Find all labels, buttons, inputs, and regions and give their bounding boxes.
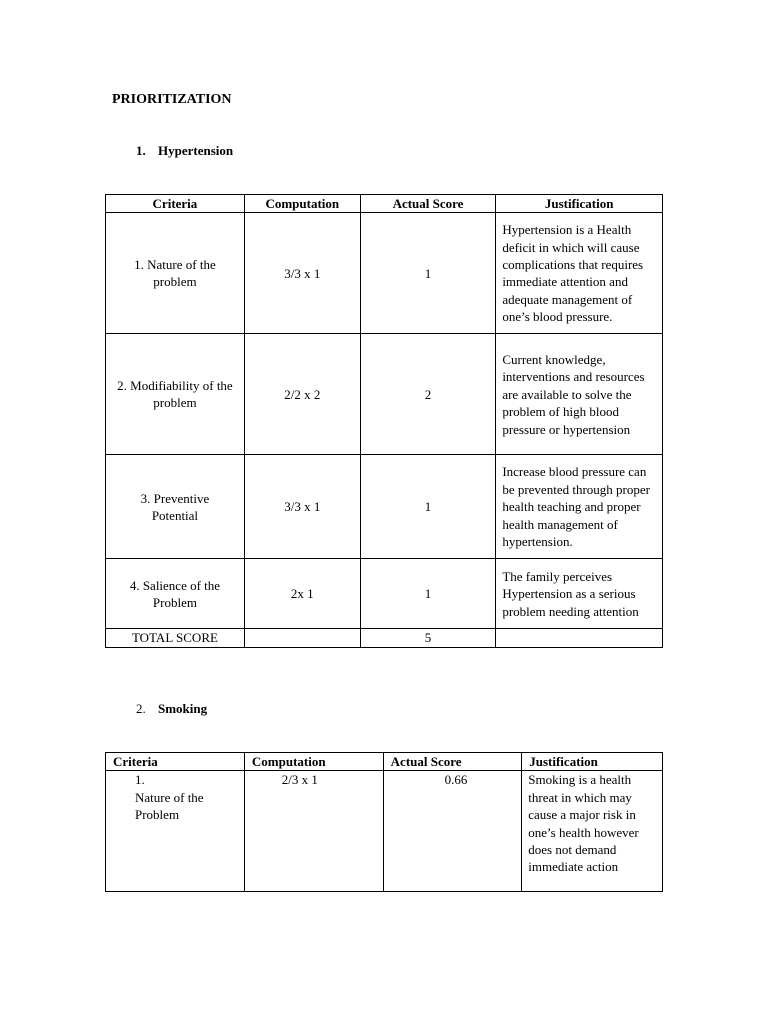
criteria-cell: 1. Nature of the problem	[106, 213, 245, 334]
table-row	[106, 334, 663, 455]
computation-cell: 3/3 x 1	[244, 455, 360, 559]
justification-cell: The family perceives Hypertension as a serious problem needing attention	[496, 559, 663, 629]
table-row	[106, 559, 663, 629]
total-label: TOTAL SCORE	[106, 629, 245, 647]
table-row	[106, 455, 663, 559]
computation-cell: 2/2 x 2	[244, 334, 360, 455]
score-cell: 1	[360, 213, 496, 334]
computation-cell: 2/3 x 1	[244, 771, 383, 892]
header-criteria: Criteria	[106, 195, 245, 213]
justification-cell: Increase blood pressure can be prevented through proper health teaching and proper health management of hypertension.	[496, 455, 663, 559]
score-cell: 0.66	[383, 771, 522, 892]
total-row	[106, 629, 663, 647]
computation-cell: 3/3 x 1	[244, 213, 360, 334]
problem-2-number: 2.	[136, 701, 146, 716]
smoking-table	[105, 752, 663, 892]
criteria-cell	[106, 771, 245, 892]
table-row	[106, 771, 663, 892]
header-computation: Computation	[244, 753, 383, 771]
header-justification: Justification	[522, 753, 663, 771]
score-cell: 1	[360, 455, 496, 559]
page-title: PRIORITIZATION	[112, 92, 232, 107]
computation-cell: 2x 1	[244, 559, 360, 629]
total-justification	[496, 629, 663, 647]
problem-1-heading	[136, 143, 233, 159]
criteria-cell: 3. Preventive Potential	[106, 455, 245, 559]
criteria-cell: 2. Modifiability of the problem	[106, 334, 245, 455]
total-score: 5	[360, 629, 496, 647]
justification-cell: Hypertension is a Health deficit in which will cause complications that requires immediate attention and adequate management of one’s blood pressure.	[496, 213, 663, 334]
problem-1-number: 1.	[136, 143, 146, 158]
header-computation: Computation	[244, 195, 360, 213]
table-header-row	[106, 195, 663, 213]
problem-2-heading	[136, 701, 207, 717]
header-justification: Justification	[496, 195, 663, 213]
header-actual-score: Actual Score	[360, 195, 496, 213]
score-cell: 2	[360, 334, 496, 455]
criteria-cell: 4. Salience of the Problem	[106, 559, 245, 629]
table-row	[106, 213, 663, 334]
hypertension-table	[105, 194, 663, 648]
table-header-row	[106, 753, 663, 771]
score-cell: 1	[360, 559, 496, 629]
criteria-number: 1.	[135, 772, 145, 788]
justification-cell: Smoking is a health threat in which may cause a major risk in one’s health however does not demand immediate action	[522, 771, 663, 892]
justification-cell: Current knowledge, interventions and resources are available to solve the problem of high blood pressure or hypertension	[496, 334, 663, 455]
problem-1-title: Hypertension	[158, 143, 234, 158]
header-criteria: Criteria	[106, 753, 245, 771]
total-computation	[244, 629, 360, 647]
header-actual-score: Actual Score	[383, 753, 522, 771]
problem-2-title: Smoking	[158, 701, 208, 716]
criteria-text: Nature of the Problem	[135, 789, 204, 823]
